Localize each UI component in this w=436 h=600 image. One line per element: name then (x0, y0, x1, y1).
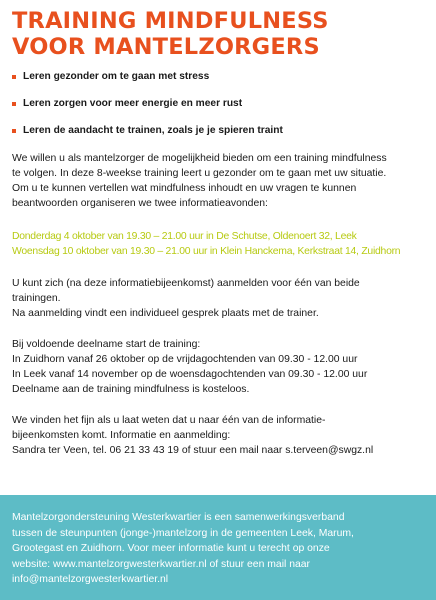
text-line: bijeenkomsten komt. Informatie en aanmelding: (12, 429, 231, 441)
intro-paragraph (12, 152, 427, 212)
square-bullet-icon (12, 102, 16, 106)
benefit-text: Leren gezonder om te gaan met stress (23, 71, 210, 82)
contact-paragraph (12, 414, 427, 459)
signup-paragraph (12, 277, 427, 322)
footer-box (0, 495, 436, 600)
text-line: trainingen. (12, 292, 61, 304)
benefit-text: Leren zorgen voor meer energie en meer rust (23, 98, 243, 109)
title-line: TRAINING MINDFULNESS (12, 8, 329, 34)
text-line: We willen u als mantelzorger de mogelijkheid bieden om een training mindfulness (12, 153, 387, 164)
text-line: tussen de steunpunten (jonge-)mantelzorg in de gemeenten Leek, Marum, (12, 527, 354, 539)
benefit-text: Leren de aandacht te trainen, zoals je je spieren traint (23, 125, 283, 136)
text-line: te volgen. In deze 8-weekse training leert u gezonder om te gaan met uw situatie. (12, 167, 387, 179)
text-line: beantwoorden organiseren we twee informatieavonden: (12, 197, 268, 209)
text-line: Grootegast en Zuidhorn. Voor meer informatie kunt u terecht op onze (12, 543, 330, 554)
list-item (12, 70, 422, 83)
benefit-list (12, 70, 422, 151)
info-evenings (12, 230, 427, 260)
text-line: In Leek vanaf 14 november op de woensdagochtenden van 09.30 - 12.00 uur (12, 368, 368, 380)
text-line: Na aanmelding vindt een individueel gesprek plaats met de trainer. (12, 307, 319, 319)
text-line: U kunt zich (na deze informatiebijeenkomst) aanmelden voor één van beide (12, 278, 360, 289)
text-line: Mantelzorgondersteuning Westerkwartier is een samenwerkingsverband (12, 512, 345, 523)
text-line: website: www.mantelzorgwesterkwartier.nl of stuur een mail naar (12, 558, 310, 570)
text-line: Bij voldoende deelname start de training: (12, 339, 201, 350)
text-line: Deelname aan de training mindfulness is kosteloos. (12, 383, 250, 395)
footer-text (12, 510, 427, 588)
text-line: Donderdag 4 oktober van 19.30 – 21.00 uur in De Schutse, Oldenoert 32, Leek (12, 231, 357, 242)
text-line: In Zuidhorn vanaf 26 oktober op de vrijdagochtenden van 09.30 - 12.00 uur (12, 353, 358, 365)
text-line: We vinden het fijn als u laat weten dat u naar één van de informatie- (12, 415, 326, 426)
text-line: Sandra ter Veen, tel. 06 21 33 43 19 of stuur een mail naar s.terveen@swgz.nl (12, 444, 374, 456)
text-line: info@mantelzorgwesterkwartier.nl (12, 574, 169, 585)
list-item (12, 124, 422, 137)
text-line: Woensdag 10 oktober van 19.30 – 21.00 uur in Klein Hanckema, Kerkstraat 14, Zuidhorn (12, 245, 401, 257)
page-title (12, 8, 329, 60)
square-bullet-icon (12, 75, 16, 79)
square-bullet-icon (12, 129, 16, 133)
text-line: Om u te kunnen vertellen wat mindfulness inhoudt en uw vragen te kunnen (12, 182, 357, 194)
title-line: VOOR MANTELZORGERS (12, 34, 320, 60)
list-item (12, 97, 422, 110)
start-paragraph (12, 338, 427, 398)
